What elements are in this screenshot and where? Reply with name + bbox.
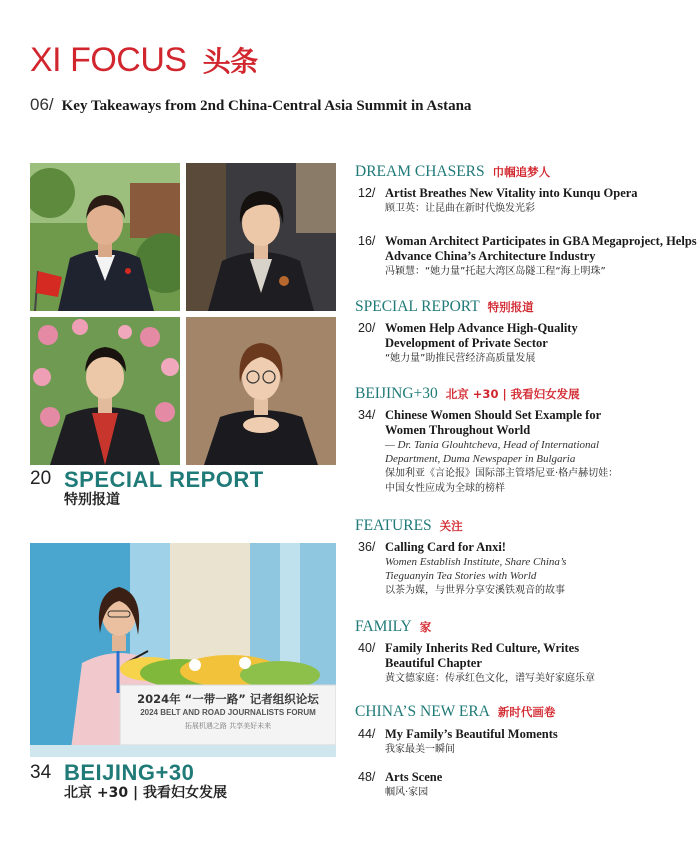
beijing-label[interactable]: BEIJING+30	[64, 760, 195, 785]
top-story-number: 06/	[30, 95, 54, 114]
toc-entry-title: Women Help Advance High-Quality Development of Private Sector	[385, 321, 578, 350]
portrait-photo-1	[30, 163, 180, 311]
toc-entry-cn: 我家最美一瞬间	[385, 744, 455, 755]
beijing-page-number: 34	[30, 762, 52, 783]
forum-banner-title-cn: 2024年 “一带一路” 记者组织论坛	[137, 692, 319, 706]
toc-entry-cn: 保加利亚《言论报》国际部主管塔尼亚·格卢赫切娃：中国女性应成为全球的榜样	[385, 468, 619, 494]
toc-entry-title: Family Inherits Red Culture, Writes Beautiful Chapter	[385, 641, 580, 670]
special-report-page-number: 20	[30, 468, 52, 489]
top-story[interactable]	[30, 95, 471, 115]
portrait-photo-3	[30, 317, 180, 465]
forum-banner-subtitle: 拓展机遇之路 共享美好未来	[184, 722, 272, 730]
toc-entry-title: My Family’s Beautiful Moments	[385, 727, 558, 741]
toc-entry-cn: 黄文德家庭：传承红色文化，谱写美好家庭乐章	[385, 673, 595, 684]
toc-entry-title: Chinese Women Should Set Example for Women Throughout World	[385, 408, 601, 437]
brand-en: XI FOCUS	[30, 41, 187, 79]
top-story-title: Key Takeaways from 2nd China-Central Asia Summit in Astana	[61, 98, 472, 114]
magazine-section-title	[30, 40, 258, 80]
section-header-special-report[interactable]: SPECIAL REPORT 特别报道	[355, 298, 534, 315]
forum-banner-title-en: 2024 BELT AND ROAD JOURNALISTS FORUM	[140, 708, 316, 717]
toc-entry-cn: 顾卫英：让昆曲在新时代焕发光彩	[385, 203, 535, 214]
section-header-dream-chasers[interactable]: DREAM CHASERS 巾帼追梦人	[355, 163, 551, 180]
special-report-label-cn: 特别报道	[64, 492, 120, 508]
section-header-chinas-new-era[interactable]: CHINA’S NEW ERA 新时代画卷	[355, 703, 556, 720]
toc-entry-title: Woman Architect Participates in GBA Megaproject, Helps Advance China’s Architecture Industry	[385, 234, 697, 263]
portrait-photo-2	[186, 163, 336, 311]
toc-entry-title: Arts Scene	[385, 770, 443, 784]
toc-entry-cn: 冯颖慧：“她力量”托起大湾区岛隧工程“海上明珠”	[385, 266, 606, 277]
section-header-family[interactable]: FAMILY 家	[355, 618, 432, 635]
toc-entry-byline: — Dr. Tania Glouhtcheva, Head of International Department, Duma Newspaper in Bulgaria	[385, 439, 600, 465]
beijing-label-cn: 北京 +30 | 我看妇女发展	[64, 785, 227, 801]
section-header-features[interactable]: FEATURES 关注	[355, 517, 463, 534]
toc-entry-title: Calling Card for Anxi!	[385, 540, 506, 554]
brand-cn: 头条	[202, 45, 258, 78]
toc-entry-title: Artist Breathes New Vitality into Kunqu Opera	[385, 186, 638, 200]
toc-entry-cn: “她力量”助推民营经济高质量发展	[385, 353, 536, 364]
toc-entry-cn: 以茶为媒，与世界分享安溪铁观音的故事	[385, 585, 565, 596]
special-report-label[interactable]: SPECIAL REPORT	[64, 467, 264, 492]
toc-entry-cn: 帼风·家园	[385, 787, 429, 798]
section-header-beijing30[interactable]: BEIJING+30 北京 +30 | 我看妇女发展	[355, 385, 580, 402]
toc-entry-subtitle: Women Establish Institute, Share China’s Tieguanyin Tea Stories with World	[385, 556, 567, 582]
portrait-photo-4	[186, 317, 336, 465]
forum-speaker-photo	[30, 543, 336, 757]
